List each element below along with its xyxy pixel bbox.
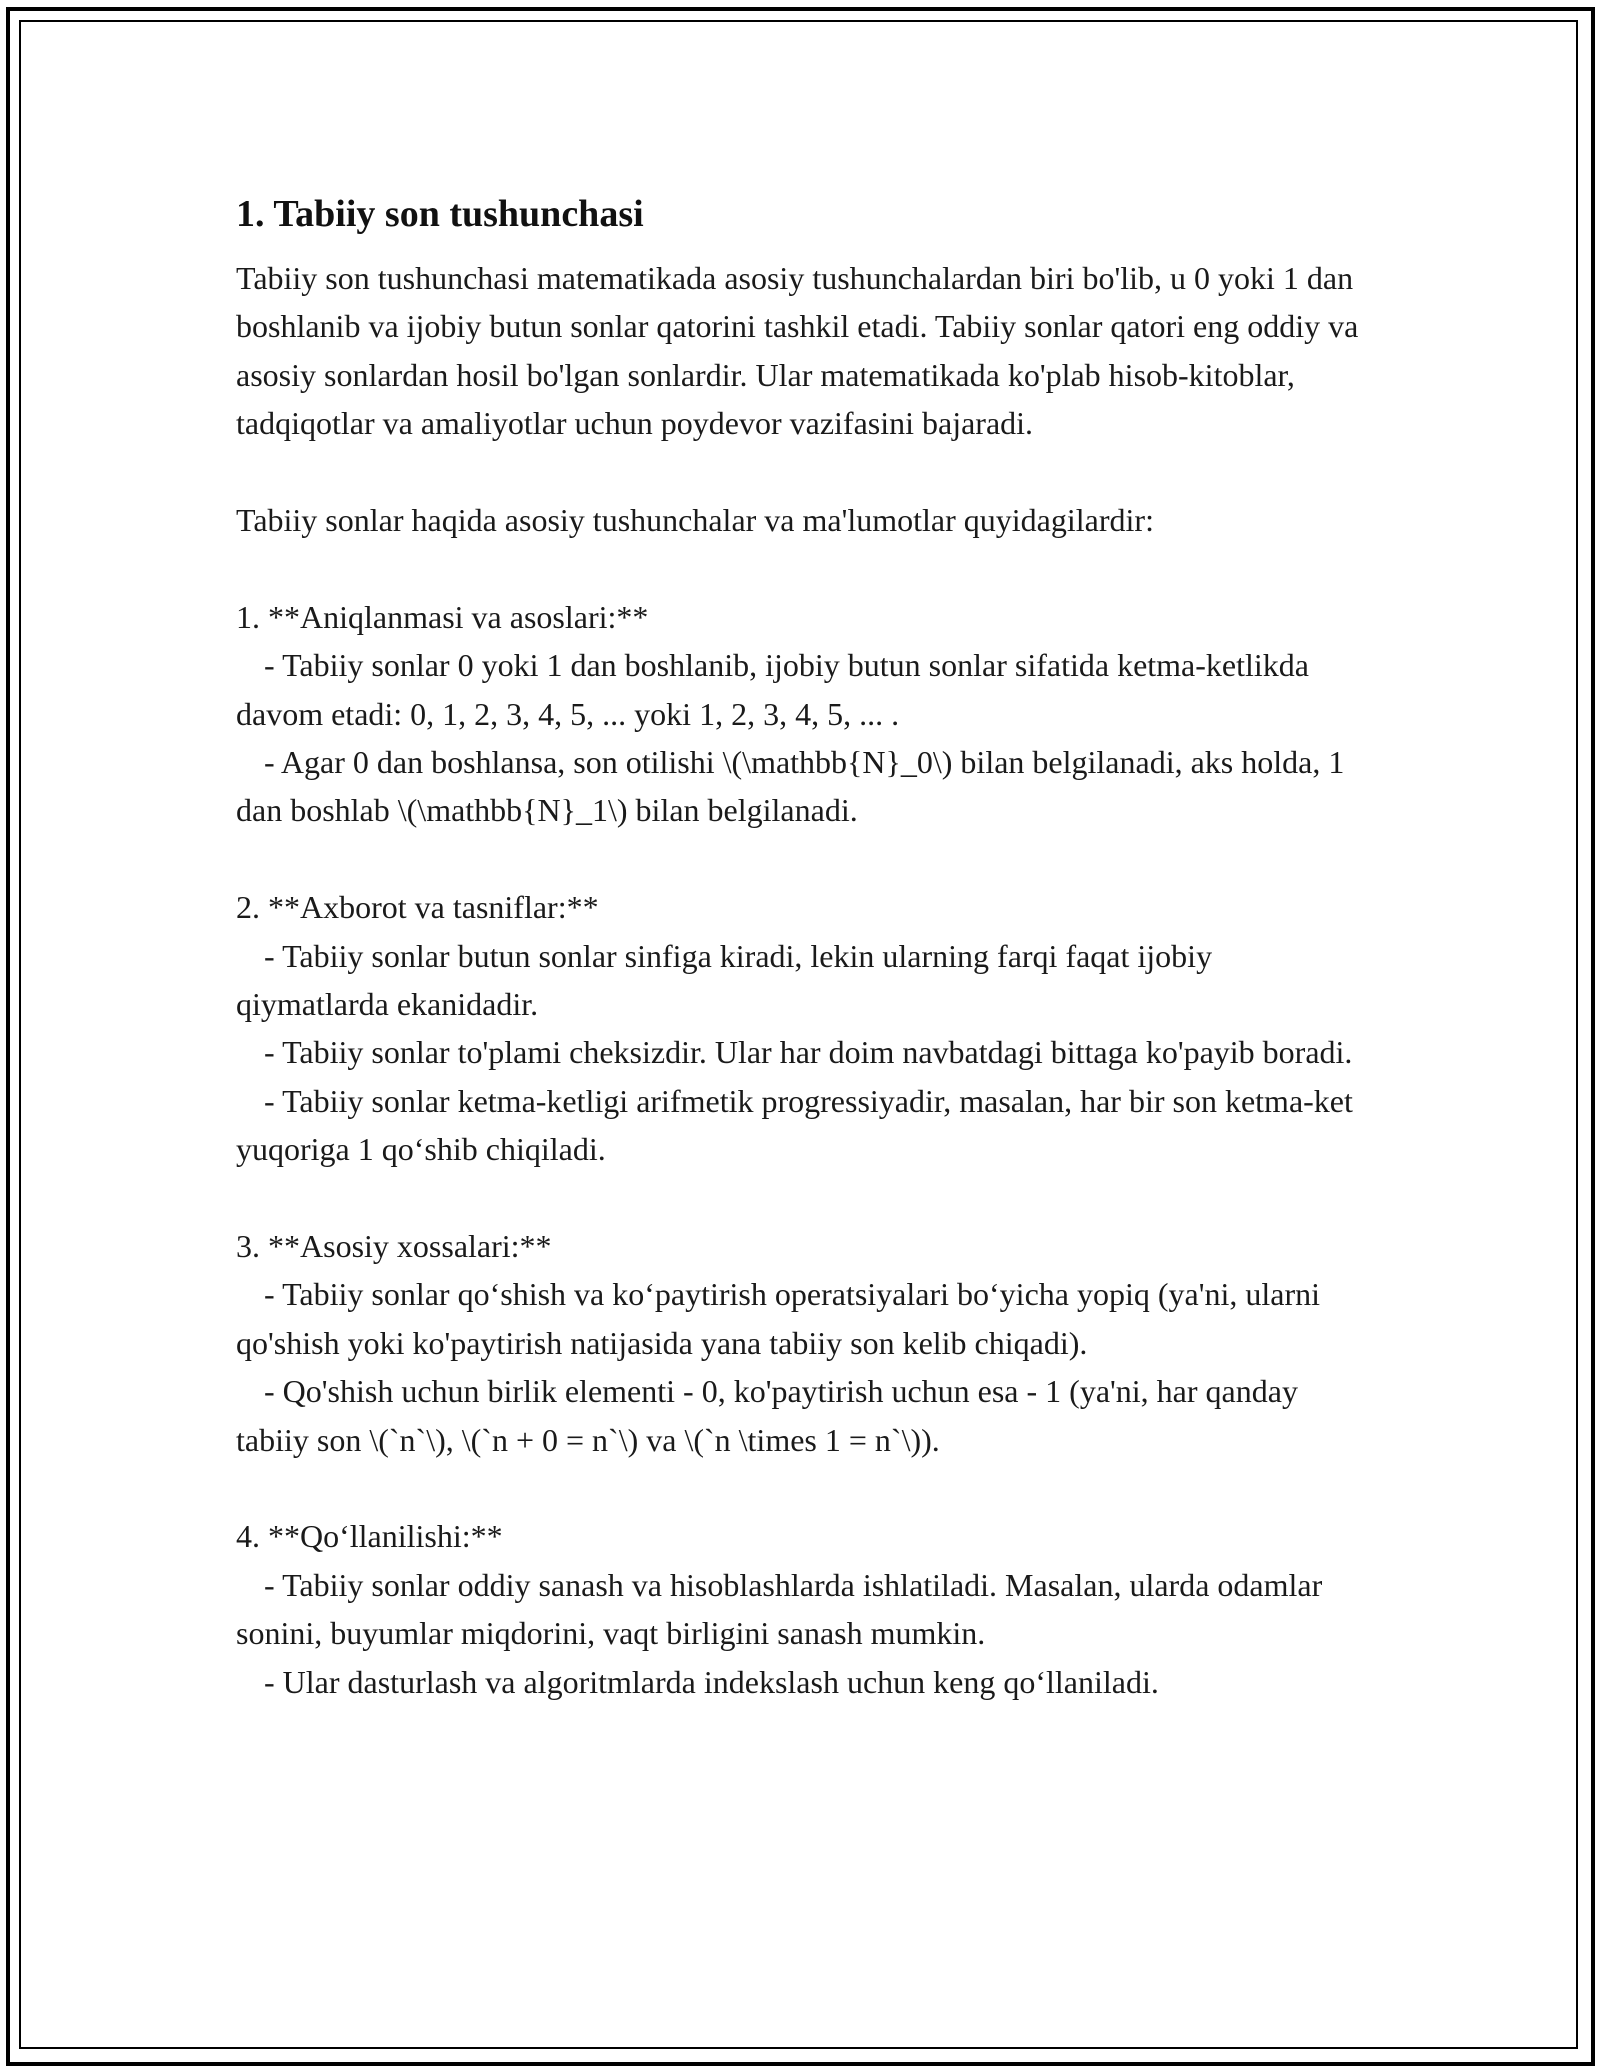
list-item — [236, 738, 1366, 835]
list-item-text: - Agar 0 dan boshlansa, son otilishi \(\mathbb{N}_0\) bilan belgilanadi, aks holda, 1 dan boshlab \(\mathbb{N}_1\) bilan belgilanadi. — [236, 744, 1345, 829]
list-item-text: - Tabiiy sonlar to'plami cheksizdir. Ular har doim navbatdagi bittaga ko'payib boradi. — [264, 1034, 1353, 1071]
spacer — [236, 1174, 1366, 1222]
list-item-text: - Tabiiy sonlar 0 yoki 1 dan boshlanib, ijobiy butun sonlar sifatida ketma-ketlikda davom etadi: 0, 1, 2, 3, 4, 5, ... yoki 1, 2, 3, 4, 5, ... . — [236, 647, 1309, 732]
list-item — [236, 1077, 1366, 1174]
section-definition — [236, 593, 1366, 835]
list-item-text: - Tabiiy sonlar ketma-ketligi arifmetik progressiyadir, masalan, har bir son ketma-ket yuqoriga 1 qo‘shib chiqiladi. — [236, 1082, 1353, 1168]
spacer — [236, 448, 1366, 496]
section-properties — [236, 1222, 1366, 1464]
list-item — [236, 1367, 1366, 1464]
section-applications — [236, 1512, 1366, 1706]
spacer — [236, 1464, 1366, 1512]
list-item — [236, 641, 1366, 738]
section-heading: 4. **Qo‘llanilishi:** — [236, 1518, 503, 1555]
spacer — [236, 544, 1366, 592]
lead-paragraph: Tabiiy sonlar haqida asosiy tushunchalar va ma'lumotlar quyidagilardir: — [236, 502, 1154, 539]
list-item — [236, 932, 1366, 1029]
document-body — [236, 186, 1366, 1706]
list-item — [236, 1658, 1366, 1706]
list-item-text: - Tabiiy sonlar butun sonlar sinfiga kiradi, lekin ularning farqi faqat ijobiy qiymatlarda ekanidadir. — [236, 937, 1213, 1023]
intro-paragraph: Tabiiy son tushunchasi matematikada asosiy tushunchalardan biri bo'lib, u 0 yoki 1 dan boshlanib va ijobiy butun sonlar qatorini tashkil etadi. Tabiiy sonlar qatori eng oddiy va asosiy sonlardan hosil bo'lgan sonlardir. Ular matematikada ko'plab hisob-kitoblar, tadqiqotlar va amaliyotlar uchun poydevor vazifasini bajaradi. — [236, 260, 1359, 442]
list-item — [236, 1561, 1366, 1658]
page-title: 1. Tabiiy son tushunchasi — [236, 193, 644, 235]
list-item — [236, 1028, 1366, 1076]
section-classification — [236, 883, 1366, 1173]
list-item-text: - Qo'shish uchun birlik elementi - 0, ko'paytirish uchun esa - 1 (ya'ni, har qanday tabiiy son \(`n`\), \(`n + 0 = n`\) va \(`n \times 1 = n`\)). — [236, 1373, 1298, 1458]
list-item — [236, 1270, 1366, 1367]
list-item-text: - Tabiiy sonlar qo‘shish va ko‘paytirish operatsiyalari bo‘yicha yopiq (ya'ni, ularni qo'shish yoki ko'paytirish natijasida yana tabiiy son kelib chiqadi). — [236, 1276, 1321, 1361]
section-heading: 1. **Aniqlanmasi va asoslari:** — [236, 598, 649, 635]
list-item-text: - Ular dasturlash va algoritmlarda indekslash uchun keng qo‘llaniladi. — [264, 1663, 1159, 1700]
list-item-text: - Tabiiy sonlar oddiy sanash va hisoblashlarda ishlatiladi. Masalan, ularda odamlar sonini, buyumlar miqdorini, vaqt birligini sanash mumkin. — [236, 1566, 1323, 1652]
spacer — [236, 835, 1366, 883]
section-heading: 2. **Axborot va tasniflar:** — [236, 889, 599, 926]
section-heading: 3. **Asosiy xossalari:** — [236, 1228, 552, 1265]
